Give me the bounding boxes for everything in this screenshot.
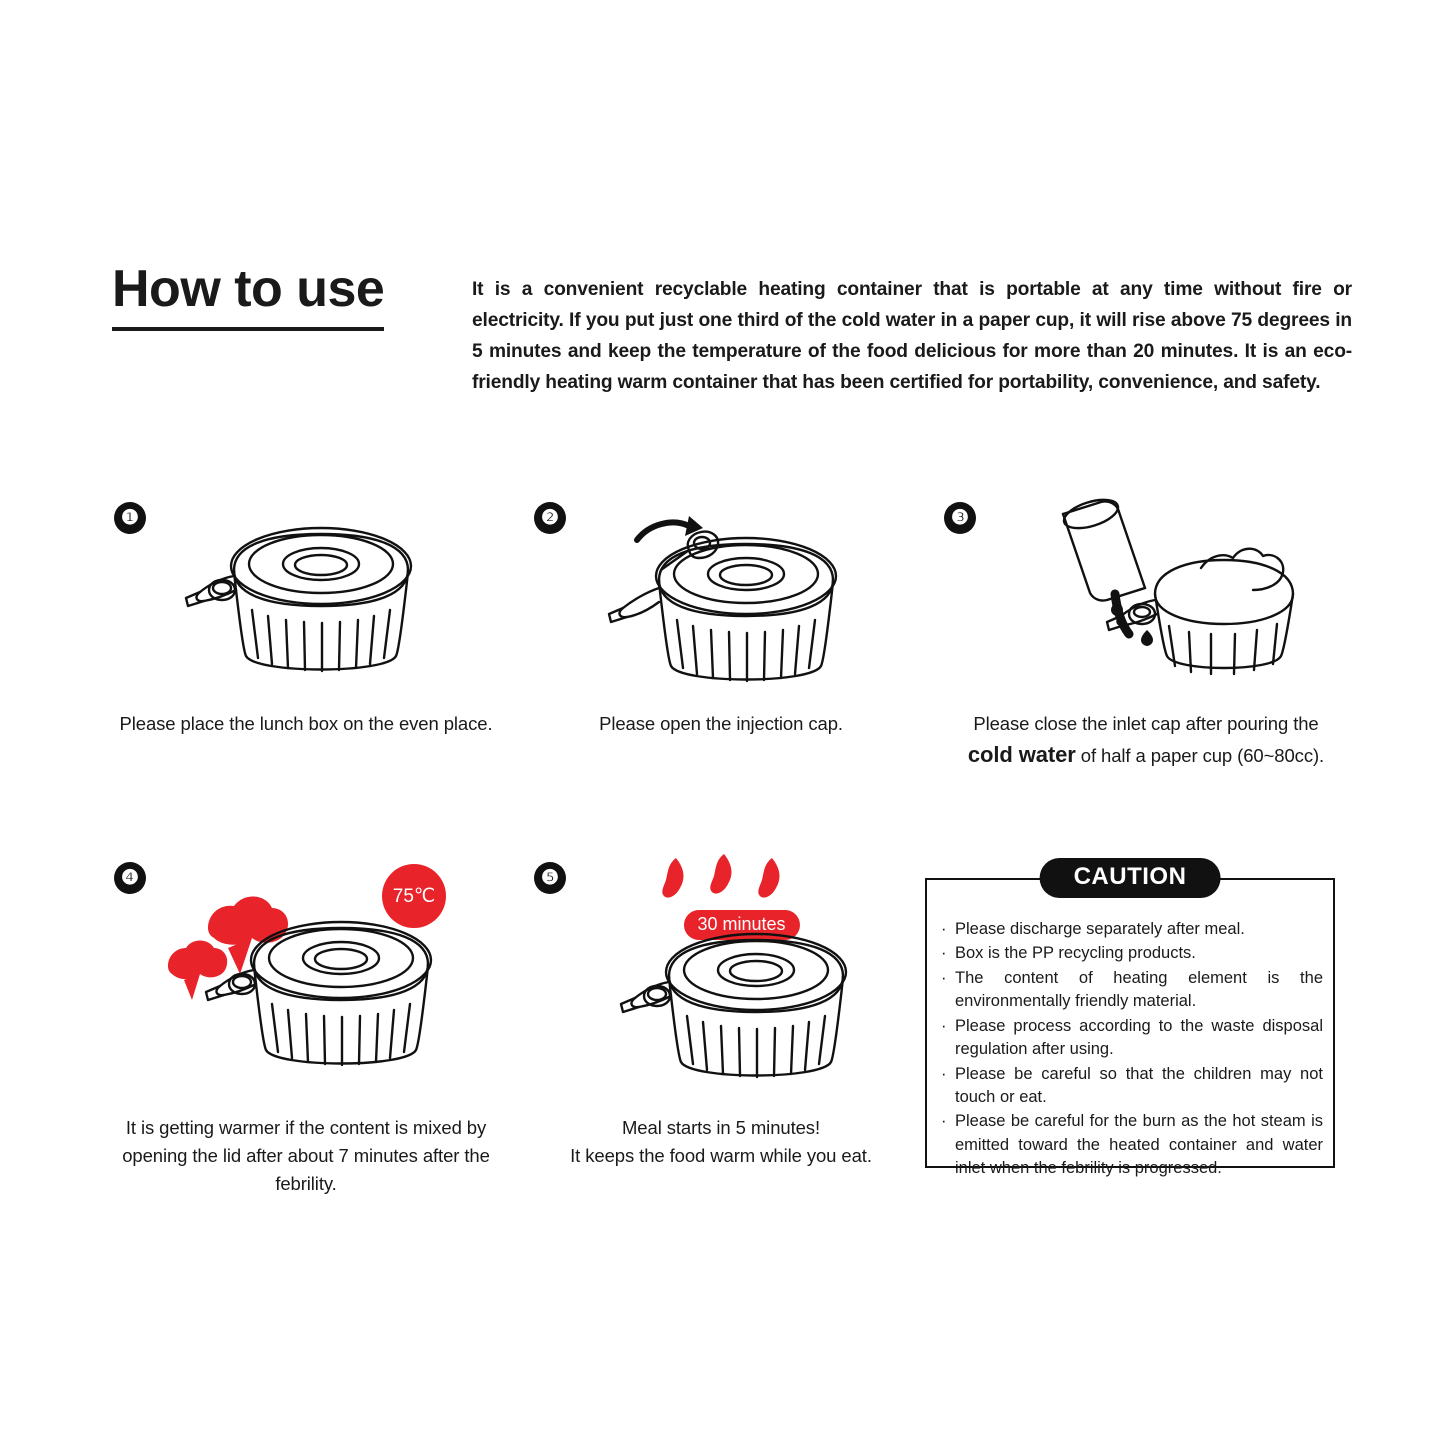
step-3-number: ❸ [944, 502, 976, 534]
bullet-icon: · [941, 920, 947, 938]
step-5-caption-line2: It keeps the food warm while you eat. [570, 1144, 872, 1166]
step-2-number: ❷ [534, 502, 566, 534]
caution-item-text: Please be careful so that the children may not touch or eat. [955, 1064, 1323, 1106]
step-2-caption: Please open the injection cap. [599, 713, 843, 734]
caution-item-text: Please be careful for the burn as the hot steam is emitted toward the heated container and water inlet when the febrility is progressed. [955, 1112, 1323, 1178]
lunch-box-open-cap-icon [581, 498, 861, 688]
step-5-number: ❺ [534, 862, 566, 894]
list-item [941, 918, 1323, 941]
step-5-caption-line1: Meal starts in 5 minutes! [622, 1117, 820, 1138]
list-item [941, 942, 1323, 965]
bullet-icon: · [941, 944, 947, 963]
list-item [941, 1110, 1323, 1180]
list-item [941, 1015, 1323, 1062]
step-1 [96, 492, 516, 822]
intro-paragraph: It is a convenient recyclable heating container that is portable at any time without fire or electricity. If you put just one third of the cold water in a paper cup, it will rise above 75 degrees in 5 minutes and keep the temperature of the food delicious for more than 20 minutes. It is an eco-friendly heating warm container that has been certified for portability, convenience, and safety. [472, 279, 1352, 394]
step-4 [96, 852, 516, 1212]
step-3 [926, 492, 1366, 822]
step-4-number: ❹ [114, 862, 146, 894]
step-4-caption: It is getting warmer if the content is mixed by opening the lid after about 7 minutes after the febrility. [122, 1117, 490, 1194]
caution-item-text: Box is the PP recycling products. [955, 944, 1196, 963]
bullet-icon: · [941, 968, 947, 987]
temperature-badge: 75℃ [382, 864, 446, 928]
list-item [941, 967, 1323, 1014]
step-2 [516, 492, 926, 822]
caution-box [925, 863, 1335, 1178]
title-wrap [112, 262, 412, 331]
step-3-caption-part1: Please close the inlet cap after pouring the [973, 713, 1319, 734]
lunch-box-steaming-icon [606, 852, 886, 1082]
step-1-caption: Please place the lunch box on the even place. [119, 713, 493, 734]
bullet-icon: · [941, 1112, 947, 1131]
step-5 [516, 852, 926, 1212]
lunch-box-heating-icon [156, 882, 456, 1082]
pouring-water-icon [1005, 498, 1305, 688]
step-1-number: ❶ [114, 502, 146, 534]
bullet-icon: · [941, 1064, 947, 1083]
page-title: How to use [112, 262, 384, 331]
list-item [941, 1063, 1323, 1110]
caution-title: CAUTION [1040, 858, 1221, 898]
time-badge: 30 minutes [683, 910, 799, 940]
step-3-caption-strong: cold water [967, 741, 1076, 767]
caution-item-text: Please discharge separately after meal. [955, 920, 1245, 938]
steps-row-1 [96, 492, 1366, 822]
lunch-box-closed-icon [176, 498, 436, 688]
step-3-caption [926, 710, 1366, 771]
caution-list [941, 918, 1323, 1182]
bullet-icon: · [941, 1016, 947, 1035]
caution-item-text: The content of heating element is the environmentally friendly material. [955, 968, 1323, 1011]
step-3-caption-part2: of half a paper cup (60~80cc). [1080, 744, 1325, 766]
header [112, 262, 1352, 398]
caution-item-text: Please process according to the waste disposal regulation after using. [955, 1016, 1323, 1059]
step-5-caption [516, 1114, 926, 1170]
